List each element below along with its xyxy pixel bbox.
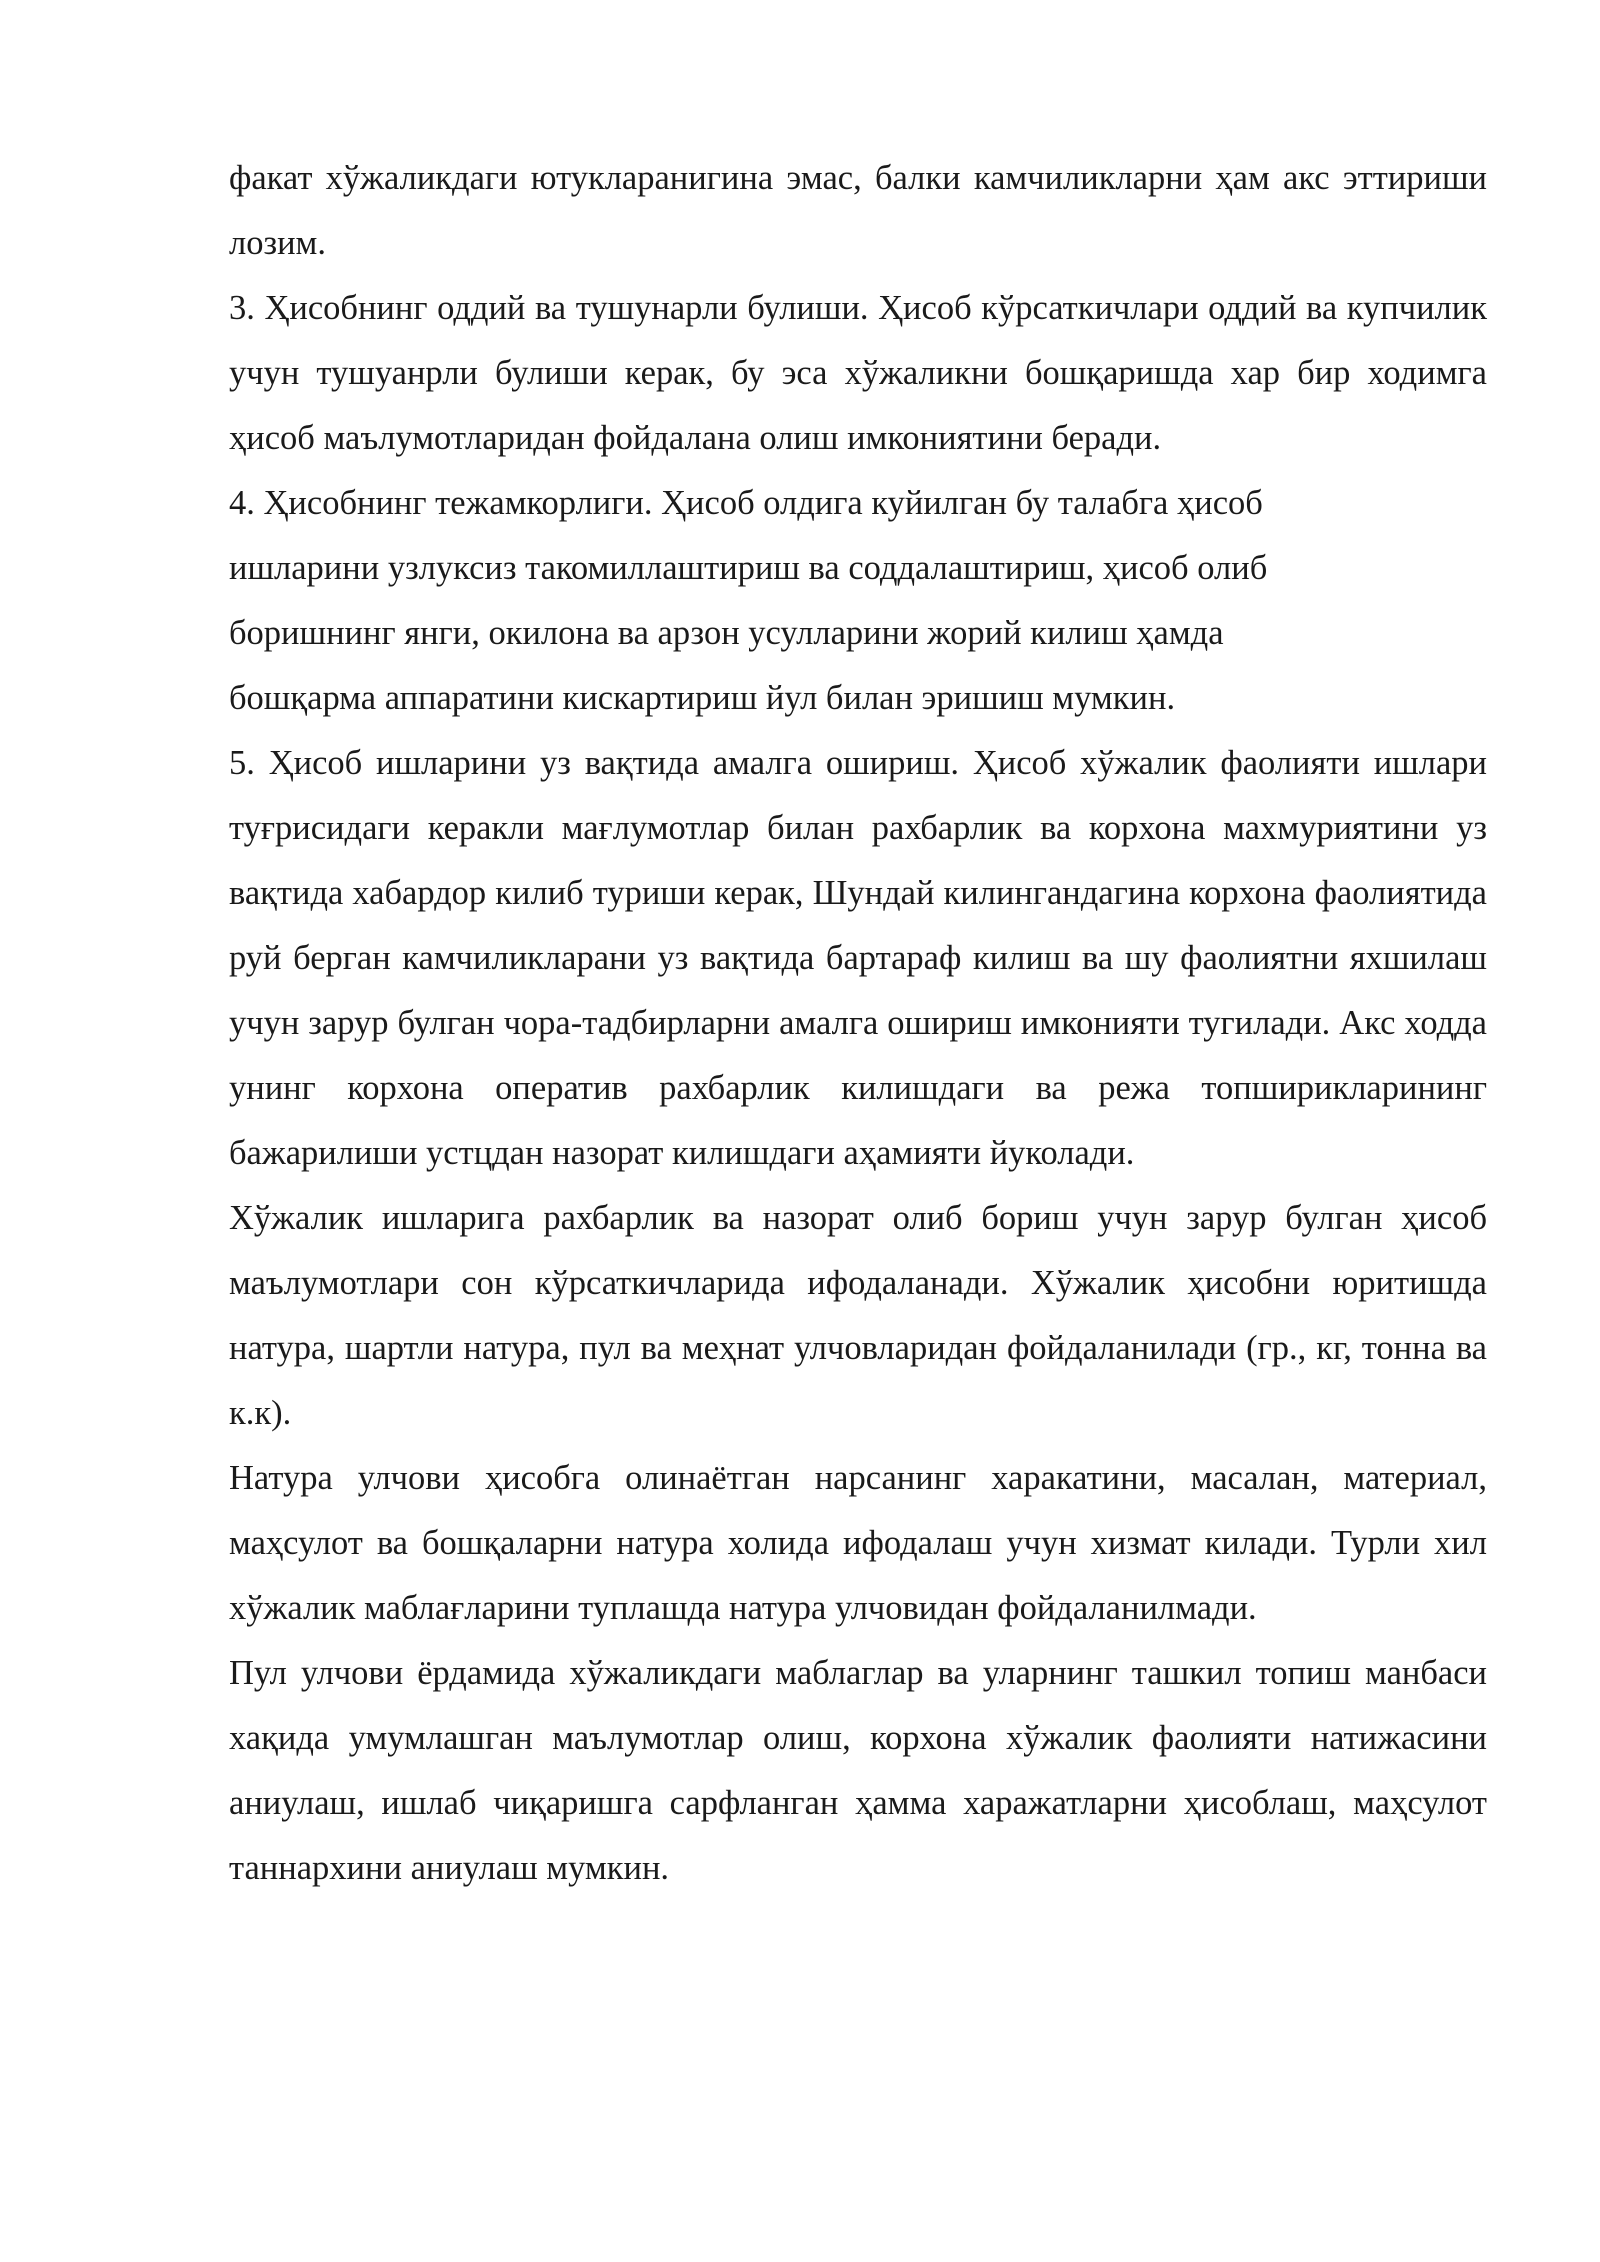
paragraph-timeliness: 5. Ҳисоб ишларини уз вақтида амалга ошириш. Ҳисоб хўжалик фаолияти ишлари туғрисидаги керакли мағлумотлар билан рахбарлик ва корхона махмуриятини уз вақтида хабардор килиб туриши керак, Шундай килингандагина корхона фаолиятида руй берган камчиликларани уз вақтида бартараф килиш ва шу фаолиятни яхшилаш учун зарур булган чора-тадбирларни амалга ошириш имконияти тугилади. Акс ходда унинг корхона оператив рахбарлик килишдаги ва режа топширикларининг бажарилиши устцдан назорат килишдаги аҳамияти йуколади. xyxy=(229,744,1487,1172)
paragraph-simplicity: 3. Ҳисобнинг оддий ва тушунарли булиши. Ҳисоб кўрсаткичлари оддий ва купчилик учун тушуанрли булиши керак, бу эса хўжаликни бошқаришда хар бир ходимга ҳисоб маълумотларидан фойдалана олиш имкониятини беради. xyxy=(229,289,1487,457)
paragraph-economy-line: 4. Ҳисобнинг тежамкорлиги. Ҳисоб олдига куйилган бу талабга ҳисоб xyxy=(229,484,1263,522)
document-body xyxy=(229,146,1487,1901)
paragraph-measurement-units: Хўжалик ишларига рахбарлик ва назорат олиб бориш учун зарур булган ҳисоб маълумотлари сон кўрсаткичларида ифодаланади. Хўжалик ҳисобни юритишда натура, шартли натура, пул ва меҳнат улчовларидан фойдаланилади (гр., кг, тонна ва к.к). xyxy=(229,1199,1487,1432)
paragraph-accounting-shortcomings: факат хўжаликдаги ютукларанигина эмас, балки камчиликларни ҳам акс эттириши лозим. xyxy=(229,159,1487,262)
paragraph-economy-line: ишларини узлуксиз такомиллаштириш ва соддалаштириш, ҳисоб олиб xyxy=(229,549,1268,587)
paragraph-economy xyxy=(229,471,1487,731)
paragraph-natural-measure: Натура улчови ҳисобга олинаётган нарсанинг харакатини, масалан, материал, маҳсулот ва бошқаларни натура холида ифодалаш учун хизмат килади. Турли хил хўжалик маблағларини туплашда натура улчовидан фойдаланилмади. xyxy=(229,1459,1487,1627)
paragraph-economy-line: боришнинг янги, окилона ва арзон усулларини жорий килиш ҳамда xyxy=(229,614,1224,652)
paragraph-economy-line: бошқарма аппаратини кискартириш йул билан эришиш мумкин. xyxy=(229,679,1176,717)
paragraph-monetary-measure: Пул улчови ёрдамида хўжаликдаги маблаглар ва уларнинг ташкил топиш манбаси хақида умумлашган маълумотлар олиш, корхона хўжалик фаолияти натижасини аниулаш, ишлаб чиқаришга сарфланган ҳамма харажатларни ҳисоблаш, маҳсулот таннархини аниулаш мумкин. xyxy=(229,1654,1487,1887)
